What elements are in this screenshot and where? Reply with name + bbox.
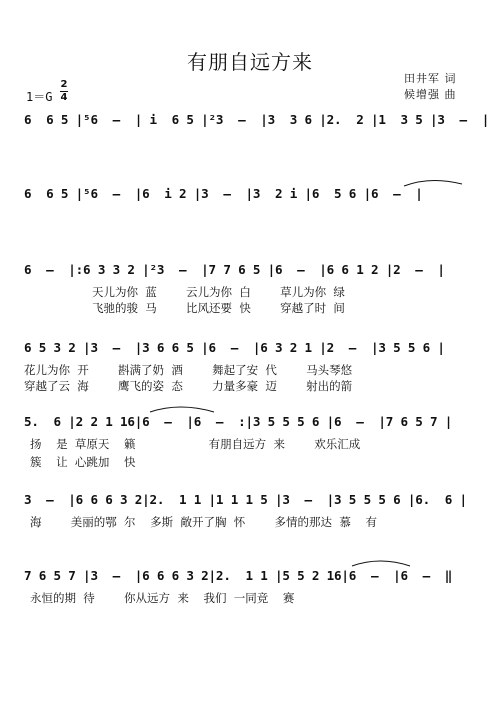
notation-line-6: 3 – |6 6 6 3 2|2. 1 1 |1 1 1 5 |3 – |3 5 5 5 6 |6. 6 | <box>24 492 467 507</box>
lyricist-credit: 田井军 词 <box>404 72 457 85</box>
composer-credit: 候增强 曲 <box>404 88 457 101</box>
time-signature-top: 2 <box>60 79 68 90</box>
lyric-line-4-verse-1: 花儿为你 开 斟满了奶 酒 舞起了安 代 马头琴悠 <box>24 363 353 377</box>
notation-line-5: 5. 6 |2 2 1 16|6 – |6 – :|3 5 5 5 6 |6 – |7 6 5 7 | <box>24 414 453 429</box>
time-signature-bottom: 4 <box>60 92 68 103</box>
lyric-line-3-verse-2: 飞驰的骏 马 比风还要 快 穿越了时 间 <box>92 301 345 315</box>
lyric-line-3-verse-1: 天儿为你 蓝 云儿为你 白 草儿为你 绿 <box>92 285 345 299</box>
notation-line-3: 6 – |:6 3 3 2 |²3 – |7 7 6 5 |6 – |6 6 1 2 |2 – | <box>24 262 445 277</box>
lyric-line-7-verse-1: 永恒的期 待 你从远方 来 我们 一同竞 赛 <box>30 591 295 605</box>
lyric-line-5-verse-1: 扬 是 草原天 籁 有朋自远方 来 欢乐汇成 <box>30 437 361 451</box>
key-signature: 1＝G <box>26 90 53 104</box>
notation-line-1: 6 6 5 |⁵6 – | i 6 5 |²3 – |3 3 6 |2. 2 |1 3 5 |3 – | <box>24 112 490 127</box>
notation-line-4: 6 5 3 2 |3 – |3 6 6 5 |6 – |6 3 2 1 |2 – |3 5 5 6 | <box>24 340 445 355</box>
lyric-line-6-verse-1: 海 美丽的鄂 尔 多斯 敞开了胸 怀 多情的那达 慕 有 <box>30 515 377 529</box>
lyric-line-4-verse-2: 穿越了云 海 鹰飞的姿 态 力量多豪 迈 射出的箭 <box>24 379 353 393</box>
notation-line-2: 6 6 5 |⁵6 – |6 i 2 |3 – |3 2 i |6 5 6 |6 – | <box>24 186 423 201</box>
song-title: 有朋自远方来 <box>187 50 313 74</box>
lyric-line-5-verse-2: 簇 让 心跳加 快 <box>30 455 136 469</box>
notation-line-7: 7 6 5 7 |3 – |6 6 6 3 2|2. 1 1 |5 5 2 16|6 – |6 – ‖ <box>24 568 453 583</box>
